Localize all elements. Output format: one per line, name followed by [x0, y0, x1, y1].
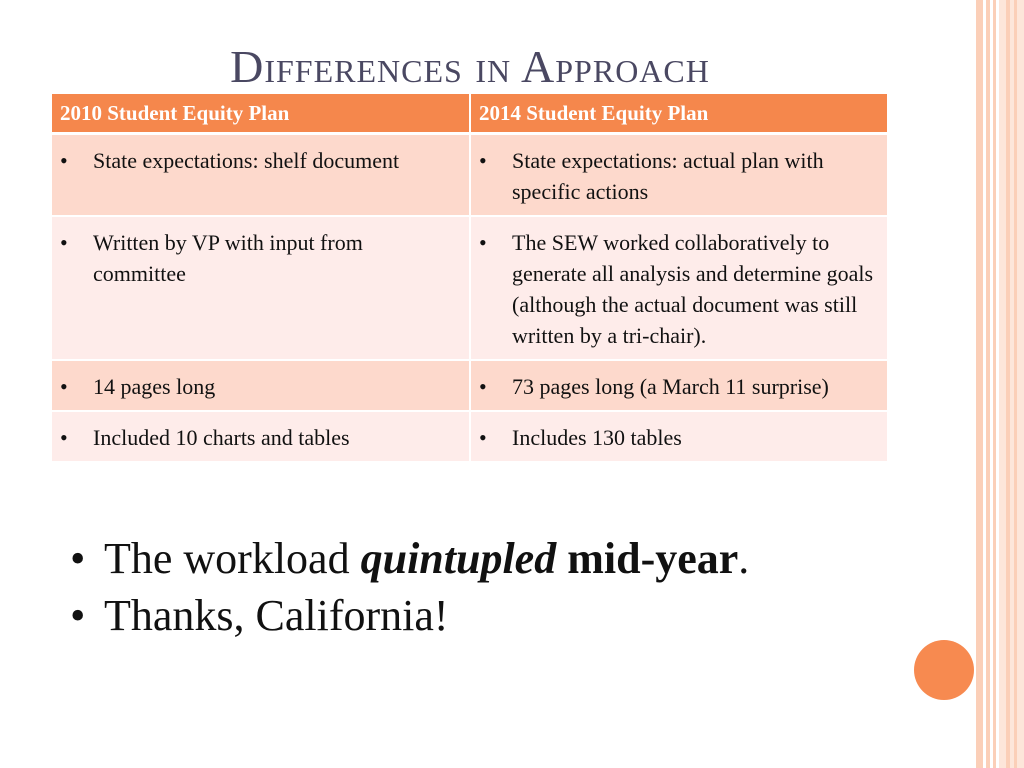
decor-stripe	[986, 0, 990, 768]
table-cell	[470, 411, 888, 462]
bullet-icon: •	[70, 591, 86, 640]
table-cell	[52, 134, 470, 217]
table-cell	[470, 216, 888, 360]
bullet-text	[104, 532, 830, 585]
decor-stripe	[1014, 0, 1017, 768]
bullet-text-emphasis: quintupled	[360, 534, 557, 583]
slide-title: Differences in Approach	[230, 41, 710, 92]
cell-text: The SEW worked collaboratively to generate all analysis and determine goals (although the actual document was still written by a tri-chair).	[512, 230, 874, 348]
table-header-row	[52, 94, 888, 134]
decor-stripe-wide	[999, 0, 1024, 768]
decor-stripe	[1006, 0, 1010, 768]
bullet-icon: •	[60, 230, 68, 255]
bullet-icon: •	[479, 374, 487, 399]
cell-text: Included 10 charts and tables	[93, 425, 350, 450]
cell-text: Written by VP with input from committee	[93, 230, 363, 286]
bullet-icon: •	[60, 148, 68, 173]
table-row	[52, 216, 888, 360]
bullet-item-thanks	[70, 589, 830, 642]
column-header-2010: 2010 Student Equity Plan	[52, 94, 470, 134]
bullet-text-end: .	[738, 534, 750, 583]
cell-text: State expectations: shelf document	[93, 148, 400, 173]
decor-stripe	[976, 0, 983, 768]
bullet-icon: •	[60, 425, 68, 450]
bullet-list	[70, 532, 830, 646]
table-row	[52, 360, 888, 411]
decor-stripe	[993, 0, 996, 768]
bullet-icon: •	[60, 374, 68, 399]
bullet-text-plain: The workload	[104, 534, 361, 583]
cell-text: 14 pages long	[93, 374, 216, 399]
cell-text: State expectations: actual plan with specific actions	[512, 148, 824, 204]
table-cell	[52, 360, 470, 411]
bullet-icon: •	[479, 425, 487, 450]
column-header-2014: 2014 Student Equity Plan	[470, 94, 888, 134]
table-cell	[52, 411, 470, 462]
bullet-text: Thanks, California!	[104, 591, 449, 640]
table-cell	[52, 216, 470, 360]
table-cell	[470, 134, 888, 217]
table-row	[52, 411, 888, 462]
table-cell	[470, 360, 888, 411]
cell-text: Includes 130 tables	[512, 425, 682, 450]
decor-circle	[914, 640, 974, 700]
bullet-icon: •	[479, 230, 487, 255]
bullet-text-bold: mid-year	[567, 534, 739, 583]
table-row	[52, 134, 888, 217]
bullet-item-workload	[70, 532, 830, 585]
bullet-icon: •	[70, 534, 86, 583]
cell-text: 73 pages long (a March 11 surprise)	[512, 374, 829, 399]
bullet-icon: •	[479, 148, 487, 173]
comparison-table	[52, 94, 889, 463]
